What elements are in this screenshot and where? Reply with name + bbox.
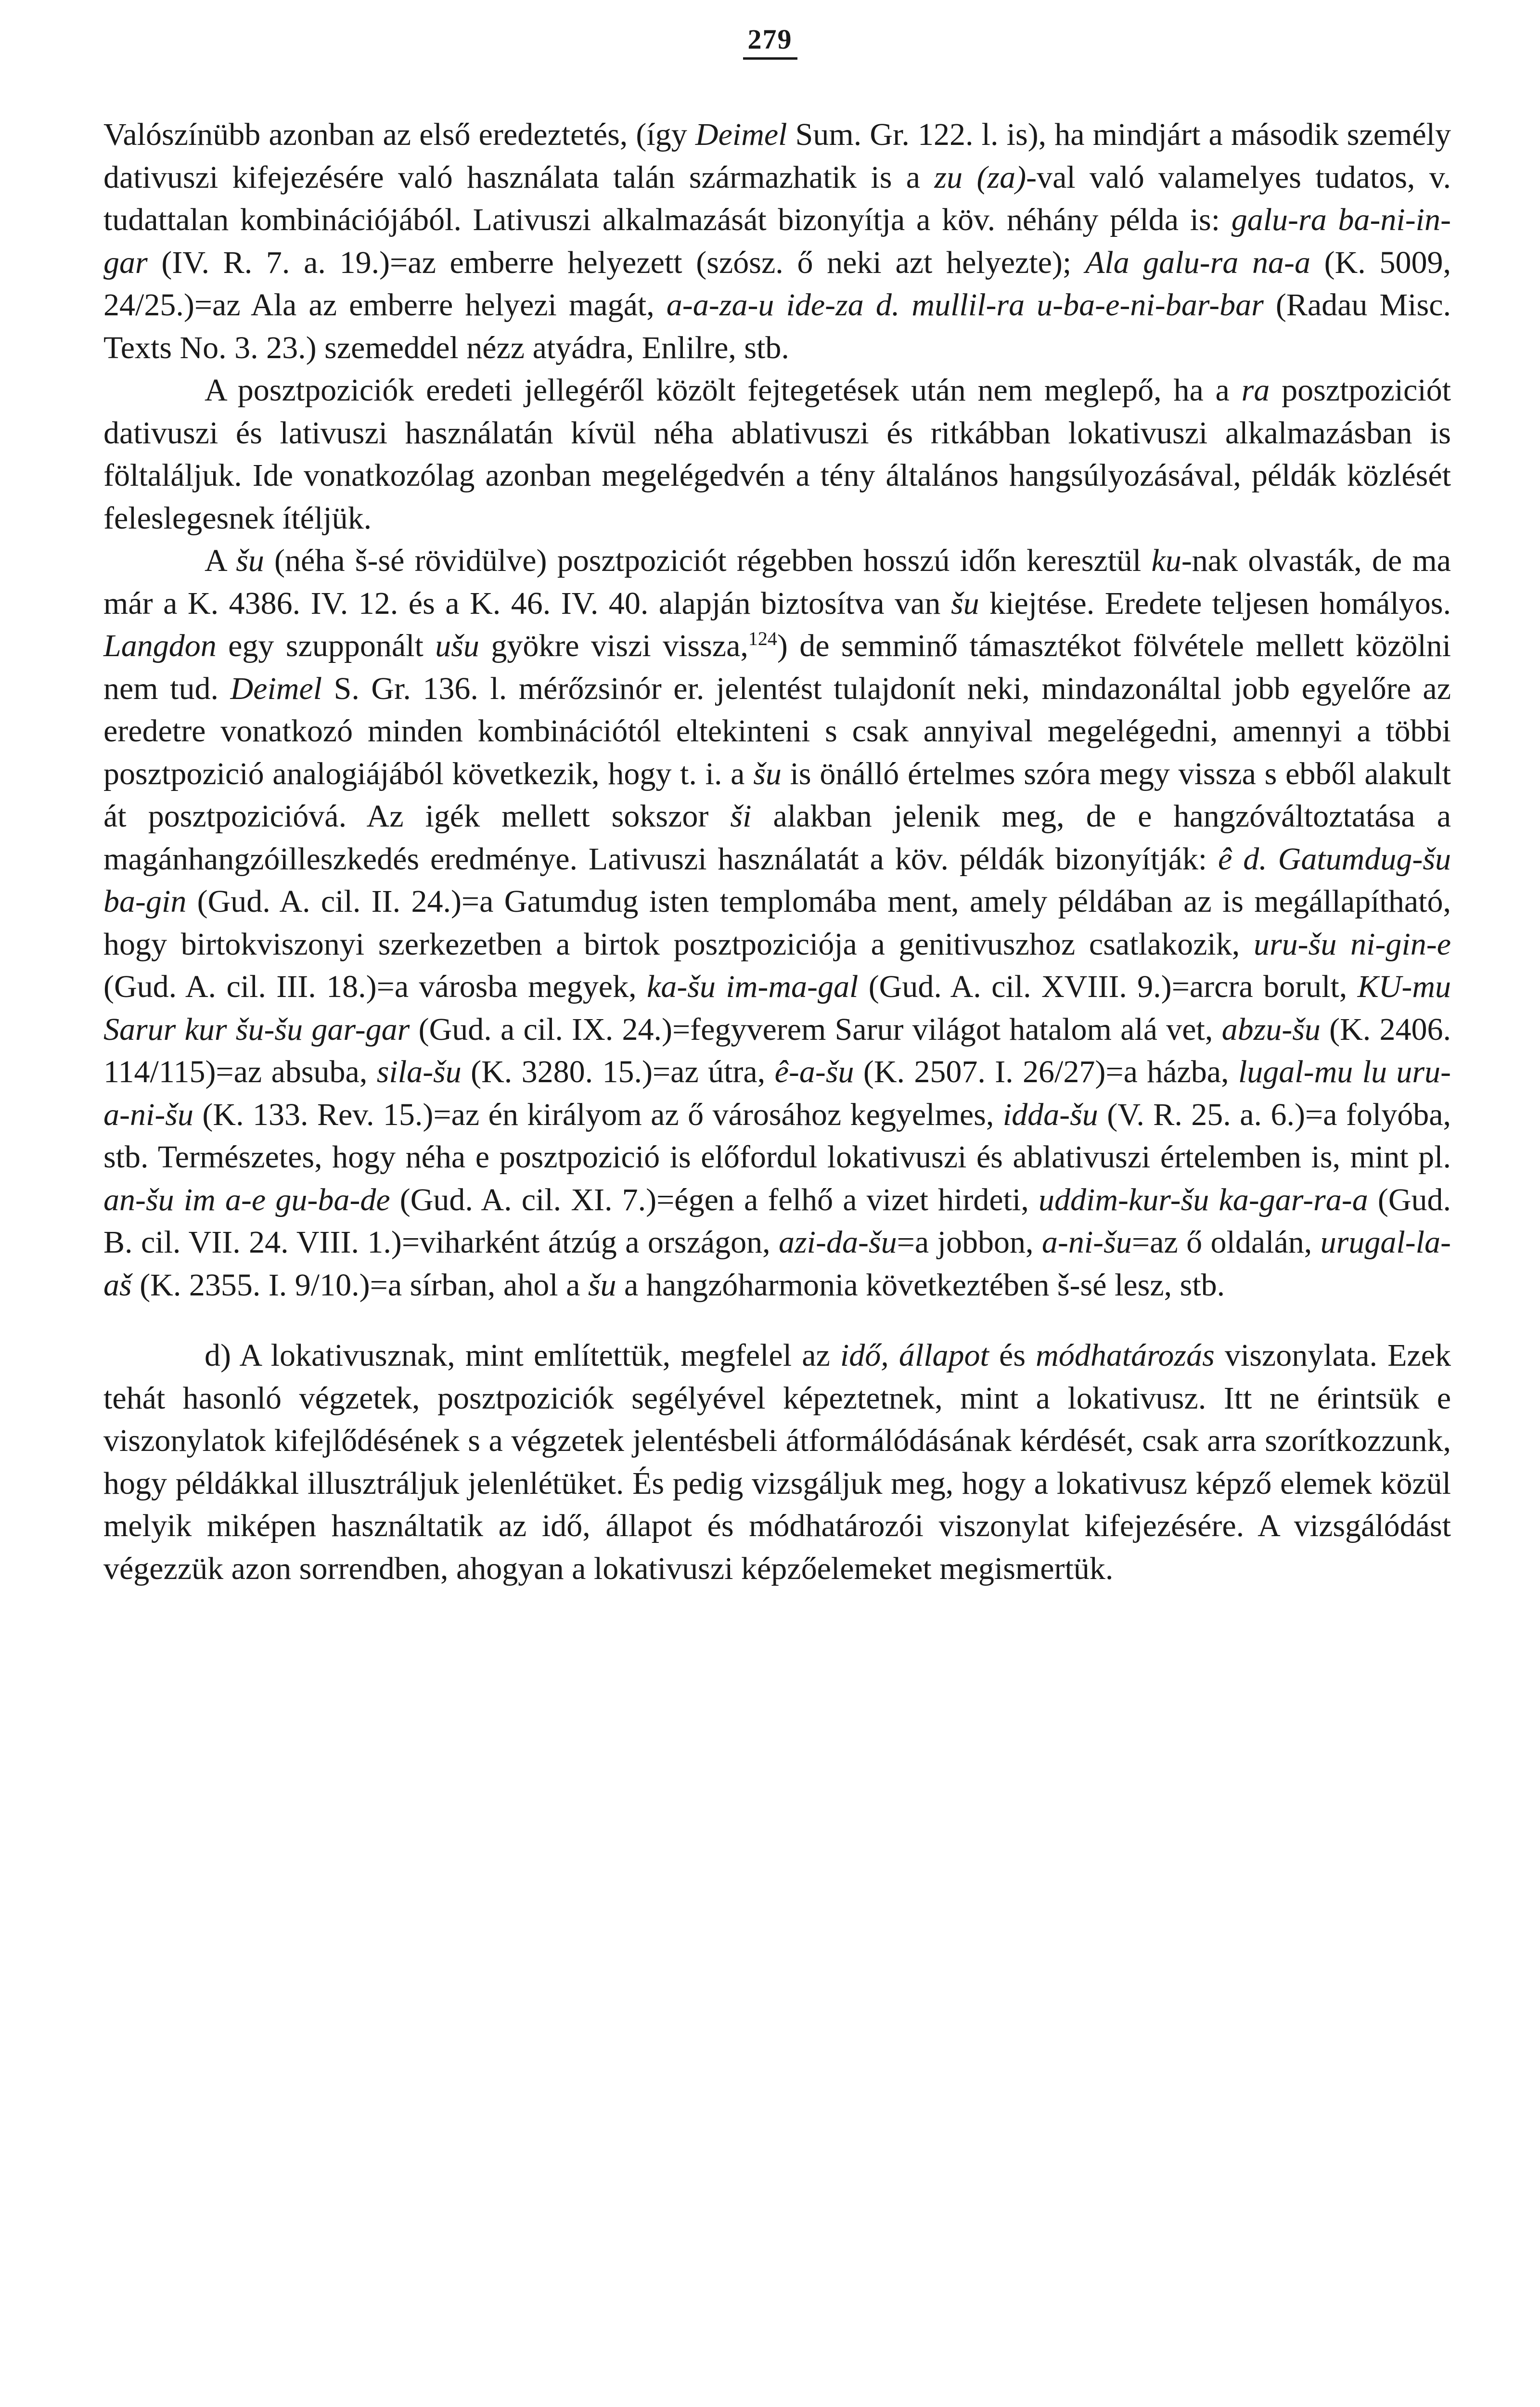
text-run: (K. 2507. I. 26/27)=a házba, — [854, 1054, 1238, 1089]
page-number — [0, 23, 1540, 60]
italic-term: idda-šu — [1002, 1097, 1098, 1132]
text-run: (néha š-sé rövidülve) posztpoziciót régebben hosszú időn keresztül — [264, 543, 1152, 578]
page-number-text: 279 — [743, 23, 797, 60]
text-run: (Gud. a cil. IX. 24.)=fegyverem Sarur világot hatalom alá vet, — [410, 1011, 1222, 1047]
italic-term: uddim-kur-šu ka-gar-ra-a — [1039, 1182, 1368, 1217]
text-run: =a jobbon, — [897, 1225, 1042, 1260]
text-run: (K. 133. Rev. 15.)=az én királyom az ő városához kegyelmes, — [193, 1097, 1003, 1132]
italic-term: zu (za) — [934, 159, 1027, 195]
text-run: a hangzóharmonia következtében š-sé lesz, stb. — [616, 1267, 1225, 1303]
italic-term: Deimel — [695, 117, 787, 152]
footnote-ref: 124 — [748, 628, 777, 649]
paragraph-lativus-examples — [103, 114, 1451, 369]
paragraph-locativus-time-state — [103, 1334, 1451, 1590]
italic-term: módhatározás — [1036, 1338, 1215, 1373]
italic-term: Deimel — [230, 671, 322, 706]
italic-term: šu — [588, 1267, 616, 1303]
text-run: kiejtése. Eredete teljesen homályos. — [979, 585, 1451, 621]
text-run: (Gud. A. cil. III. 18.)=a városba megyek, — [103, 969, 647, 1004]
text-run: S. Gr. 136. l. mérőzsinór er. jelentést tulajdonít neki, mindazonáltal jobb egyelőre az eredetre vonatkozó minden kombinációtól eltekinteni s csak annyival megelégedni, amennyi a többi posztpozició analogiájából következik, hogy t. i. a — [103, 671, 1451, 791]
text-run: (Gud. A. cil. XVIII. 9.)=arcra borult, — [858, 969, 1358, 1004]
italic-term: ka-šu im-ma-gal — [647, 969, 859, 1004]
italic-term: šu — [950, 585, 979, 621]
text-run: (Radau Misc. Texts No. 3. 23.) szemeddel nézz atyádra, Enlilre, stb. — [103, 287, 1451, 365]
text-body — [103, 114, 1451, 1590]
text-run: ) de semminő támasztékot fölvétele mellett közölni nem tud. — [103, 628, 1451, 706]
italic-term: ku — [1151, 543, 1181, 578]
text-run: (K. 2406. 114/115)=az absuba, — [103, 1011, 1451, 1089]
text-run: -val való valamelyes tudatos, v. tudattalan kombinációjából. Lativuszi alkalmazását bizonyítja a köv. néhány példa is: — [103, 159, 1451, 237]
italic-term: urugal-la-aš — [103, 1225, 1451, 1303]
text-run: viszonylata. Ezek tehát hasonló végzetek, posztpoziciók segélyével képeztetnek, mint a lokativusz. Itt ne érintsük e viszonylatok kifejlődésének s a végzetek jelentésbeli átformálódásának kérdését, csak arra szorítkozzunk, hogy példákkal illusztráljuk jelenlétüket. És pedig vizsgáljuk meg, hogy a lokativusz képző elemek közül melyik miképen használtatik az idő, állapot és módhatározói viszonylat kifejezésére. A vizsgálódást végezzük azon sorrendben, ahogyan a lokativuszi képzőelemeket megismertük. — [103, 1338, 1451, 1586]
text-run: A posztpoziciók eredeti jellegéről közölt fejtegetések után nem meglepő, ha a — [205, 373, 1242, 408]
italic-term: a-ni-šu — [1041, 1225, 1132, 1260]
text-run: -nak olvasták, de ma már a K. 4386. IV. 12. és a K. 46. IV. 40. alapján biztosítva van — [103, 543, 1451, 621]
italic-term: ê d. Gatumdug-šu ba-gin — [103, 841, 1451, 919]
italic-term: Langdon — [103, 628, 217, 663]
paragraph-ra-postposition — [103, 369, 1451, 540]
italic-term: ušu — [435, 628, 479, 663]
italic-term: lugal-mu lu uru-a-ni-šu — [103, 1054, 1451, 1132]
text-run: (Gud. A. cil. XI. 7.)=égen a felhő a vizet hirdeti, — [390, 1182, 1039, 1217]
italic-term: idő, állapot — [840, 1338, 989, 1373]
text-run: és — [988, 1338, 1036, 1373]
italic-term: ši — [730, 799, 752, 834]
text-run: alakban jelenik meg, de e hangzóváltoztatása a magánhangzóilleszkedés eredménye. Lativuszi használatát a köv. példák bizonyítják: — [103, 799, 1451, 877]
italic-term: ra — [1241, 373, 1270, 408]
text-run: gyökre viszi vissza, — [479, 628, 748, 663]
text-run: (K. 3280. 15.)=az útra, — [461, 1054, 775, 1089]
text-run: (K. 2355. I. 9/10.)=a sírban, ahol a — [131, 1267, 588, 1303]
text-run: (IV. R. 7. a. 19.)=az emberre helyezett (szósz. ő neki azt helyezte); — [147, 245, 1085, 280]
text-run: (K. 5009, 24/25.)=az Ala az emberre helyezi magát, — [103, 245, 1451, 323]
paragraph-su-postposition — [103, 540, 1451, 1307]
text-run: (V. R. 25. a. 6.)=a folyóba, stb. Természetes, hogy néha e posztpozició is előfordul lokativuszi és ablativuszi értelemben is, mint pl. — [103, 1097, 1451, 1175]
italic-term: a-a-za-u ide-za d. mullil-ra u-ba-e-ni-bar-bar — [666, 287, 1264, 323]
text-run: (Gud. B. cil. VII. 24. VIII. 1.)=viharként átzúg a országon, — [103, 1182, 1451, 1260]
italic-term: ê-a-šu — [774, 1054, 854, 1089]
text-run: d) A lokativusznak, mint említettük, megfelel az — [205, 1338, 840, 1373]
italic-term: abzu-šu — [1221, 1011, 1321, 1047]
text-run: =az ő oldalán, — [1131, 1225, 1321, 1260]
italic-term: an-šu im a-e gu-ba-de — [103, 1182, 390, 1217]
italic-term: KU-mu Sarur kur šu-šu gar-gar — [103, 969, 1451, 1047]
italic-term: sila-šu — [376, 1054, 462, 1089]
italic-term: šu — [236, 543, 264, 578]
italic-term: azi-da-šu — [779, 1225, 897, 1260]
text-run: is önálló értelmes szóra megy vissza s ebből alakult át posztpozicióvá. Az igék mellett sokszor — [103, 756, 1451, 834]
text-run: Valószínübb azonban az első eredeztetés, (így — [103, 117, 695, 152]
text-run: (Gud. A. cil. II. 24.)=a Gatumdug isten templomába ment, amely példában az is megállapítható, hogy birtokviszonyi szerkezetben a birtok posztpoziciója a genitivuszhoz csatlakozik, — [103, 884, 1451, 962]
text-run: Sum. Gr. 122. l. is), ha mindjárt a második személy dativuszi kifejezésére való használata talán származhatik is a — [103, 117, 1451, 195]
italic-term: galu-ra ba-ni-in-gar — [103, 202, 1451, 280]
text-run: egy szupponált — [216, 628, 436, 663]
italic-term: šu — [753, 756, 782, 791]
italic-term: Ala galu-ra na-a — [1085, 245, 1310, 280]
italic-term: uru-šu ni-gin-e — [1254, 926, 1451, 962]
text-run: posztpoziciót dativuszi és lativuszi használatán kívül néha ablativuszi és ritkábban lokativuszi alkalmazásban is föltaláljuk. Ide vonatkozólag azonban megelégedvén a tény általános hangsúlyozásával, példák közlését feleslegesnek ítéljük. — [103, 373, 1451, 536]
text-run: A — [205, 543, 236, 578]
